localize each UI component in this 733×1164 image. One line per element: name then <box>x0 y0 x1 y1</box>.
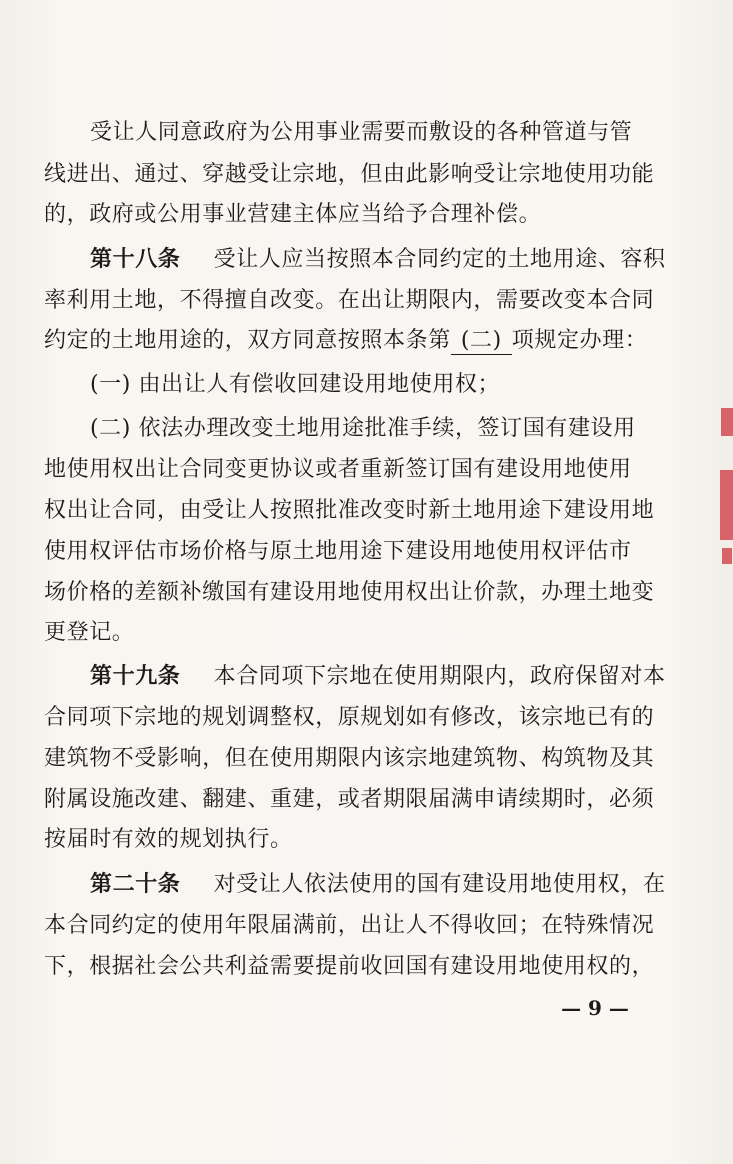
article-20-text: 对受让人依法使用的国有建设用地使用权，在 <box>213 872 666 897</box>
article-20-line-2: 本合同约定的使用年限届满前，出让人不得收回；在特殊情况 <box>44 913 655 938</box>
article-20-line-1 <box>90 870 684 900</box>
page-number: — 9 — <box>561 996 629 1020</box>
article-18-heading: 第十八条 <box>90 247 181 272</box>
paragraph-1-line-2: 线进出、通过、穿越受让宗地，但由此影响受让宗地使用功能 <box>44 162 655 187</box>
option-2-line-3: 权出让合同，由受让人按照批准改变时新土地用途下建设用地 <box>44 498 655 523</box>
article-18-line-3 <box>44 326 684 356</box>
paragraph-1-line-3: 的，政府或公用事业营建主体应当给予合理补偿。 <box>44 202 542 227</box>
option-2-line-2: 地使用权出让合同变更协议或者重新签订国有建设用地使用 <box>44 457 632 482</box>
article-18-line-2: 率利用土地，不得擅自改变。在出让期限内，需要改变本合同 <box>44 288 655 313</box>
article-18-text: 受让人应当按照本合同约定的土地用途、容积 <box>213 247 666 272</box>
article-20-heading: 第二十条 <box>90 872 181 897</box>
option-2-line-5: 场价格的差额补缴国有建设用地使用权出让价款，办理土地变 <box>44 580 655 605</box>
option-2-line-6: 更登记。 <box>44 620 135 645</box>
article-19-line-2: 合同项下宗地的规划调整权，原规划如有修改，该宗地已有的 <box>44 705 655 730</box>
article-18-line-3-pre: 约定的土地用途的，双方同意按照本条第 <box>44 328 451 353</box>
article-19-line-1 <box>90 662 684 692</box>
article-18-blank-option: (二) <box>451 328 512 355</box>
article-19-line-3: 建筑物不受影响，但在使用期限内该宗地建筑物、构筑物及其 <box>44 746 655 771</box>
option-1-line: (一) 由出让人有偿收回建设用地使用权； <box>90 372 501 397</box>
article-19-line-5: 按届时有效的规划执行。 <box>44 827 293 852</box>
option-2-line-4: 使用权评估市场价格与原土地用途下建设用地使用权评估市 <box>44 539 632 564</box>
article-18-line-1 <box>90 245 684 275</box>
article-18-line-3-post: 项规定办理： <box>511 328 648 353</box>
seal-fragment-top <box>721 408 733 436</box>
article-19-line-4: 附属设施改建、翻建、重建，或者期限届满申请续期时，必须 <box>44 787 655 812</box>
article-19-text: 本合同项下宗地在使用期限内，政府保留对本 <box>213 664 666 689</box>
article-19-heading: 第十九条 <box>90 664 181 689</box>
seal-fragment-bottom <box>722 548 732 564</box>
seal-fragment-middle <box>720 470 733 540</box>
option-2-line-1: (二) 依法办理改变土地用途批准手续，签订国有建设用 <box>90 416 636 441</box>
paragraph-1-line-1: 受让人同意政府为公用事业需要而敷设的各种管道与管 <box>90 120 633 145</box>
article-20-line-3: 下，根据社会公共利益需要提前收回国有建设用地使用权的， <box>44 954 655 979</box>
